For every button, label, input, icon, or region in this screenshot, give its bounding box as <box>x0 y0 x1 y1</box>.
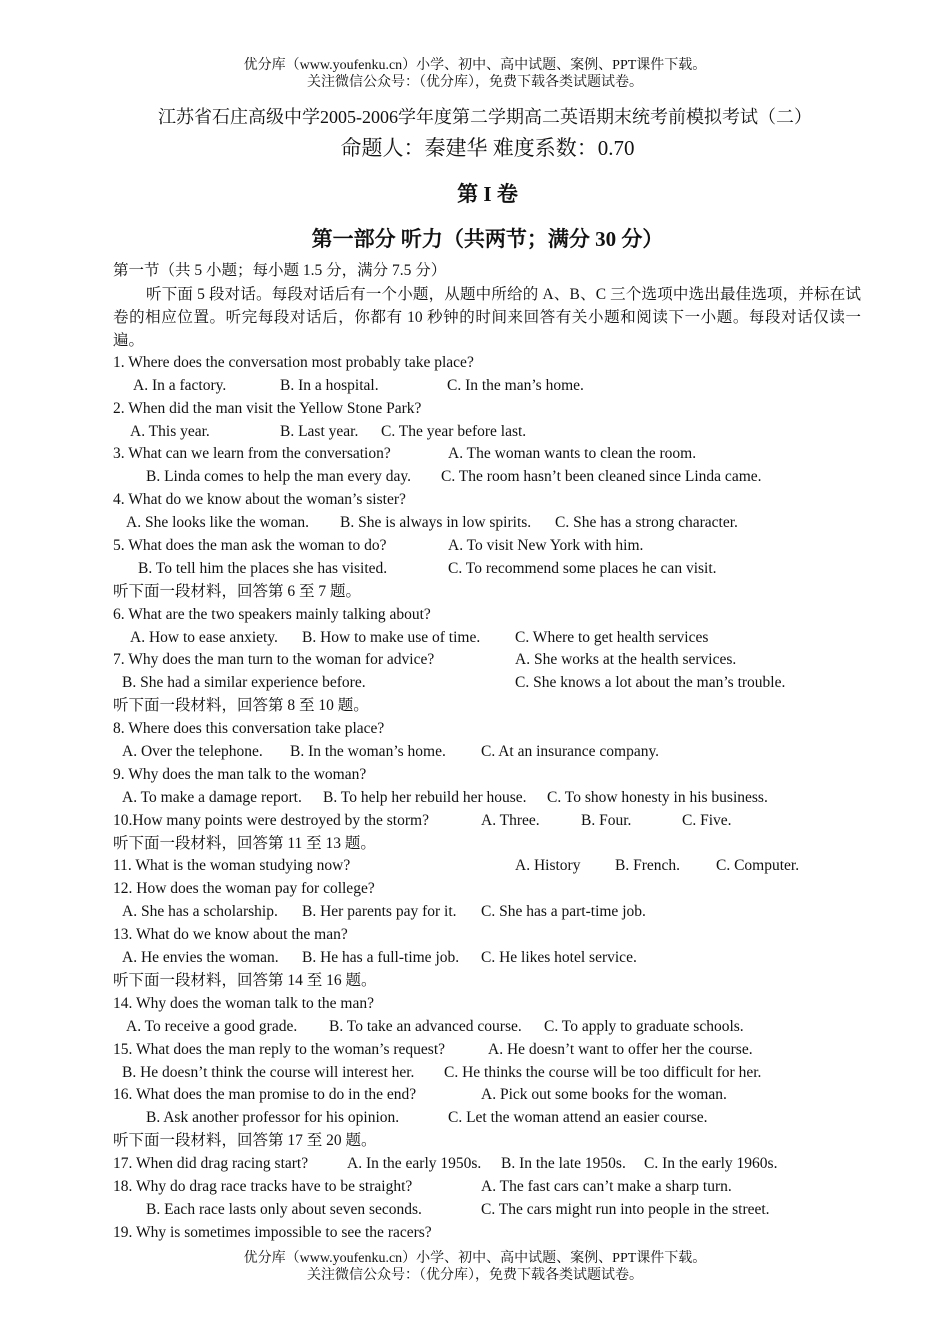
option-b: B. She had a similar experience before. <box>122 674 366 692</box>
question-text: 15. What does the man reply to the woman’s request? <box>113 1040 446 1058</box>
author-line: 命题人：秦建华 难度系数：0.70 <box>340 136 635 160</box>
question-3-options <box>113 466 861 489</box>
question-12: 12. How does the woman pay for college? <box>113 880 375 898</box>
option-c: C. To show honesty in his business. <box>547 788 768 806</box>
question-4-options <box>113 512 861 535</box>
option-c: C. She knows a lot about the man’s trouble. <box>515 674 786 692</box>
option-a: A. History <box>515 857 581 875</box>
option-c: C. The year before last. <box>381 422 527 440</box>
question-14: 14. Why does the woman talk to the man? <box>113 994 375 1012</box>
option-b: B. Linda comes to help the man every day. <box>146 468 411 486</box>
option-b: B. Each race lasts only about seven seconds. <box>146 1200 422 1218</box>
option-a: A. He envies the woman. <box>122 949 279 967</box>
question-9-options <box>113 787 861 810</box>
option-b: B. He has a full-time job. <box>302 949 460 967</box>
question-18-options <box>113 1199 861 1222</box>
question-16-options <box>113 1107 861 1130</box>
option-c: C. He likes hotel service. <box>481 949 637 967</box>
question-8-options <box>113 741 861 764</box>
option-a: A. She has a scholarship. <box>122 903 278 921</box>
option-b: B. In a hospital. <box>280 376 379 394</box>
question-11 <box>113 855 861 878</box>
question-text: 18. Why do drag race tracks have to be straight? <box>113 1177 413 1195</box>
header-line-2: 关注微信公众号：（优分库），免费下载各类试题试卷。 <box>307 75 643 90</box>
exam-title: 江苏省石庄高级中学2005-2006学年度第二学期高二英语期末统考前模拟考试（二） <box>158 107 812 127</box>
material-note-14-16: 听下面一段材料，回答第 14 至 16 题。 <box>113 971 377 989</box>
option-a: A. How to ease anxiety. <box>130 628 278 646</box>
option-a: A. The fast cars can’t make a sharp turn. <box>481 1177 732 1195</box>
footer-line-1: 优分库（www.youfenku.cn）小学、初中、高中试题、案例、PPT课件下载。 <box>243 1251 707 1266</box>
material-note-8-10: 听下面一段材料，回答第 8 至 10 题。 <box>113 697 369 715</box>
question-18 <box>113 1176 861 1199</box>
option-a: A. In the early 1950s. <box>347 1155 482 1173</box>
question-6-options <box>113 627 861 650</box>
option-b: B. To tell him the places she has visited. <box>138 559 388 577</box>
exam-body <box>113 260 861 1245</box>
option-b: B. Four. <box>581 811 632 829</box>
option-b: B. To take an advanced course. <box>329 1017 522 1035</box>
question-7-options <box>113 672 861 695</box>
option-b: B. How to make use of time. <box>302 628 481 646</box>
option-a: A. Three. <box>481 811 540 829</box>
option-a: A. She looks like the woman. <box>126 514 309 532</box>
option-b: B. Last year. <box>280 422 359 440</box>
footer-line-2: 关注微信公众号：（优分库），免费下载各类试题试卷。 <box>307 1268 643 1283</box>
question-1-options <box>113 375 861 398</box>
question-text: 11. What is the woman studying now? <box>113 857 351 875</box>
option-a: A. He doesn’t want to offer her the course. <box>488 1040 753 1058</box>
question-5-options <box>113 558 861 581</box>
option-c: C. Five. <box>682 811 732 829</box>
material-note-17-20: 听下面一段材料，回答第 17 至 20 题。 <box>113 1132 377 1150</box>
question-2-options <box>113 421 861 444</box>
option-c: C. The cars might run into people in the street. <box>481 1200 770 1218</box>
question-9: 9. Why does the man talk to the woman? <box>113 765 367 783</box>
option-a: A. She works at the health services. <box>515 651 737 669</box>
question-13: 13. What do we know about the man? <box>113 926 348 944</box>
question-text: 5. What does the man ask the woman to do? <box>113 537 387 555</box>
header-line-1: 优分库（www.youfenku.cn）小学、初中、高中试题、案例、PPT课件下载。 <box>243 58 707 73</box>
instructions: 听下面 5 段对话。每段对话后有一个小题，从题中所给的 A、B、C 三个选项中选出最佳选项，并标在试卷的相应位置。听完每段对话后，你都有 10 秒钟的时间来回答有关小题和阅读下一小题。每段对话仅读一遍。 <box>113 285 861 349</box>
option-c: C. He thinks the course will be too difficult for her. <box>444 1063 762 1081</box>
option-c: C. In the man’s home. <box>447 376 584 394</box>
question-text: 3. What can we learn from the conversation? <box>113 445 391 463</box>
question-15 <box>113 1039 861 1062</box>
option-a: A. To receive a good grade. <box>126 1017 298 1035</box>
option-b: B. In the late 1950s. <box>501 1155 626 1173</box>
option-c: C. Where to get health services <box>515 628 709 646</box>
option-a: A. To visit New York with him. <box>448 537 644 555</box>
question-5 <box>113 535 861 558</box>
option-b: B. French. <box>615 857 681 875</box>
volume-heading: 第 I 卷 <box>457 182 518 206</box>
option-c: C. Computer. <box>716 857 800 875</box>
question-4: 4. What do we know about the woman’s sister? <box>113 491 406 509</box>
option-c: C. To recommend some places he can visit. <box>448 559 717 577</box>
option-c: C. Let the woman attend an easier course. <box>448 1109 708 1127</box>
page-footer <box>0 1250 950 1284</box>
question-8: 8. Where does this conversation take place? <box>113 720 385 738</box>
question-text: 7. Why does the man turn to the woman for advice? <box>113 651 435 669</box>
option-b: B. Ask another professor for his opinion. <box>146 1109 400 1127</box>
option-c: C. To apply to graduate schools. <box>544 1017 744 1035</box>
option-b: B. She is always in low spirits. <box>340 514 532 532</box>
question-text: 10.How many points were destroyed by the storm? <box>113 811 429 829</box>
page-header <box>0 57 950 91</box>
question-13-options <box>113 947 861 970</box>
option-c: C. At an insurance company. <box>481 743 660 761</box>
question-17 <box>113 1153 861 1176</box>
option-b: B. Her parents pay for it. <box>302 903 457 921</box>
option-c: C. The room hasn’t been cleaned since Linda came. <box>441 468 762 486</box>
question-1: 1. Where does the conversation most probably take place? <box>113 353 474 371</box>
option-b: B. To help her rebuild her house. <box>323 788 527 806</box>
section-heading: 第一节（共 5 小题；每小题 1.5 分，满分 7.5 分） <box>113 262 447 279</box>
option-a: A. Over the telephone. <box>122 743 263 761</box>
question-2: 2. When did the man visit the Yellow Stone Park? <box>113 399 422 417</box>
question-14-options <box>113 1016 861 1039</box>
question-12-options <box>113 901 861 924</box>
question-15-options <box>113 1062 861 1085</box>
option-c: C. She has a strong character. <box>555 514 738 532</box>
option-c: C. In the early 1960s. <box>644 1155 778 1173</box>
option-c: C. She has a part-time job. <box>481 903 646 921</box>
question-19: 19. Why is sometimes impossible to see the racers? <box>113 1223 432 1241</box>
question-16 <box>113 1084 861 1107</box>
question-text: 16. What does the man promise to do in the end? <box>113 1086 417 1104</box>
option-a: A. This year. <box>130 422 210 440</box>
option-a: A. To make a damage report. <box>122 788 302 806</box>
option-a: A. In a factory. <box>133 376 227 394</box>
question-3 <box>113 443 861 466</box>
question-10 <box>113 810 861 833</box>
option-a: A. Pick out some books for the woman. <box>481 1086 727 1104</box>
option-b: B. In the woman’s home. <box>290 743 446 761</box>
option-a: A. The woman wants to clean the room. <box>448 445 697 463</box>
part-heading: 第一部分 听力（共两节；满分 30 分） <box>311 227 664 251</box>
option-b: B. He doesn’t think the course will interest her. <box>122 1063 415 1081</box>
material-note-11-13: 听下面一段材料，回答第 11 至 13 题。 <box>113 834 376 852</box>
question-text: 17. When did drag racing start? <box>113 1155 309 1173</box>
question-6: 6. What are the two speakers mainly talking about? <box>113 605 431 623</box>
material-note-6-7: 听下面一段材料，回答第 6 至 7 题。 <box>113 582 362 600</box>
question-7 <box>113 649 861 672</box>
